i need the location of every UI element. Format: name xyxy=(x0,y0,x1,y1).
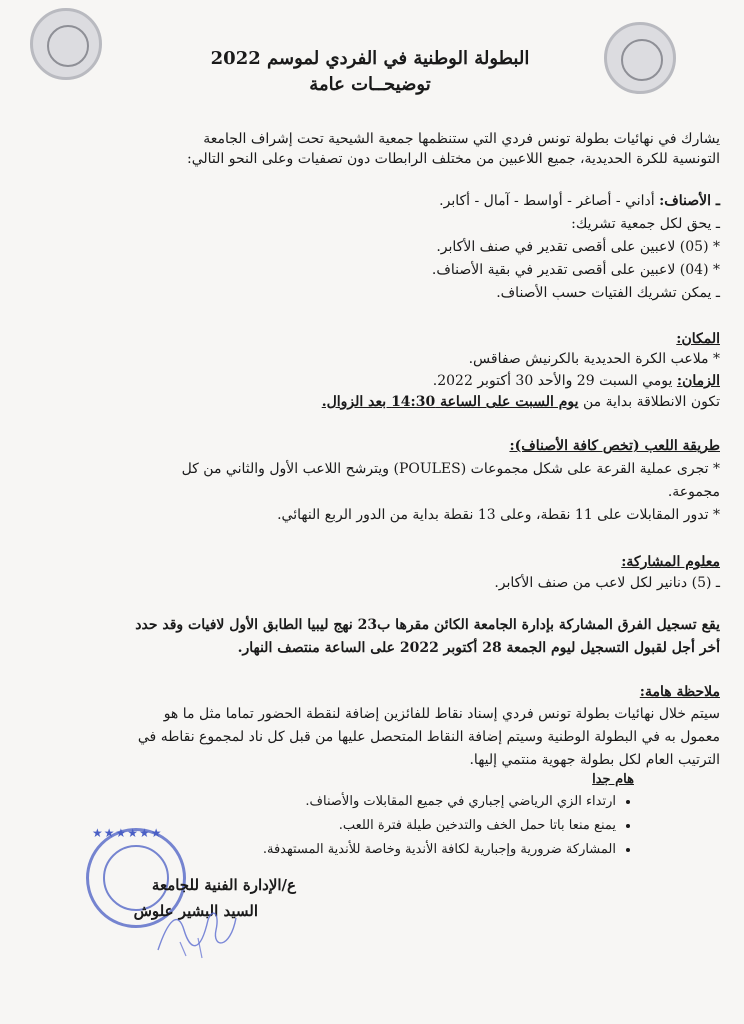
document-subtitle: توضيحــات عامة xyxy=(309,74,431,95)
place-value: * ملاعب الكرة الحديدية بالكرنيش صفاقس. xyxy=(468,351,720,367)
note-line-1: سيتم خلال نهائيات بطولة تونس فردي إسناد نقاط للفائزين إضافة لنقطة الحضور تماما مثل ما هو xyxy=(163,706,720,722)
categories-label: ـ الأصناف: xyxy=(659,193,720,209)
signature-line-2: السيد البشير علوش xyxy=(133,902,258,920)
important-item-3: • المشاركة ضرورية وإجبارية لكافة الأندية وخاصة للأندية المستهدفة. xyxy=(263,838,616,862)
registration-line-1: يقع تسجيل الفرق المشاركة بإدارة الجامعة الكائن مقرها ب23 نهج ليبيا الطابق الأول لافيات وقد حدد xyxy=(135,617,720,633)
method-line-2: مجموعة. xyxy=(667,484,720,500)
place-heading: المكان: xyxy=(676,331,720,347)
note-line-3: الترتيب العام لكل بطولة جهوية منتمي إليها. xyxy=(469,752,720,768)
intro-line-2: التونسية للكرة الحديدية، جميع اللاعبين من مختلف الرابطات دون تصفيات وعلى النحو التالي: xyxy=(187,151,720,167)
start-bold: يوم السبت على الساعة 14:30 بعد الزوال. xyxy=(321,394,579,410)
categories-line-3: * (04) لاعبين على أقصى تقدير في بقية الأصناف. xyxy=(431,262,720,278)
categories-line-4: ـ يمكن تشريك الفتيات حسب الأصناف. xyxy=(496,285,720,301)
important-item-1: • ارتداء الزي الرياضي إجباري في جميع المقابلات والأصناف. xyxy=(263,790,616,814)
note-line-2: معمول به في البطولة الوطنية وسيتم إضافة النقاط المتحصل عليها من قبل كل ناد لمجموع نقاطه في xyxy=(137,729,720,745)
time-line xyxy=(433,372,720,390)
federation-logo-right-icon xyxy=(604,22,676,94)
fee-heading: معلوم المشاركة: xyxy=(621,554,720,570)
intro-line-1: يشارك في نهائيات بطولة تونس فردي التي ستنظمها جمعية الشيحية تحت إشراف الجامعة xyxy=(203,131,720,147)
start-line xyxy=(322,393,720,411)
categories-value: أداني - أصاغر - أواسط - آمال - أكابر. xyxy=(439,193,655,209)
signature-line-1: ع/الإدارة الفنية للجامعة xyxy=(151,876,296,894)
time-label: الزمان: xyxy=(676,373,720,389)
categories-line-1: ـ يحق لكل جمعية تشريك: xyxy=(571,216,720,232)
important-item-2: • يمنع منعا باتا حمل الخف والتدخين طيلة فترة اللعب. xyxy=(263,814,616,838)
stamp-stars-icon: ★★★★★★ xyxy=(92,826,163,840)
handwritten-signature-icon xyxy=(150,900,240,960)
start-prefix: تكون الانطلاقة بداية من xyxy=(583,394,720,410)
registration-line-2: أخر أجل لقبول التسجيل ليوم الجمعة 28 أكتوبر 2022 على الساعة منتصف النهار. xyxy=(237,640,720,656)
document-title: البطولة الوطنية في الفردي لموسم 2022 xyxy=(210,48,530,69)
important-list xyxy=(263,790,634,862)
important-heading: هام جدا xyxy=(592,772,634,787)
categories-line xyxy=(439,192,720,210)
note-heading: ملاحظة هامة: xyxy=(639,684,720,700)
fee-value: ـ (5) دنانير لكل لاعب من صنف الأكابر. xyxy=(494,575,720,591)
method-heading: طريقة اللعب (تخص كافة الأصناف): xyxy=(509,438,720,454)
method-line-1: * تجرى عملية القرعة على شكل مجموعات (POULES) ويترشح اللاعب الأول والثاني من كل xyxy=(181,461,720,477)
federation-logo-left-icon xyxy=(30,8,102,80)
time-value: يومي السبت 29 والأحد 30 أكتوبر 2022. xyxy=(432,373,673,389)
method-line-3: * تدور المقابلات على 11 نقطة، وعلى 13 نقطة بداية من الدور الربع النهائي. xyxy=(277,507,720,523)
categories-line-2: * (05) لاعبين على أقصى تقدير في صنف الأكابر. xyxy=(436,239,720,255)
